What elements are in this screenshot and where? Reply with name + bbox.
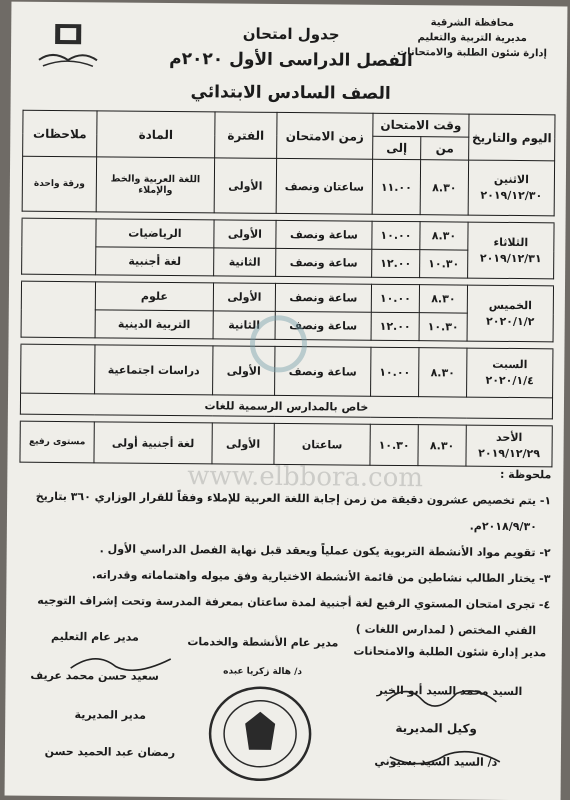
day-name: الأحد [496, 430, 523, 445]
note-cell: ورقة واحدة [22, 156, 96, 212]
signature-name: سعيد حسن محمد عريف [30, 668, 159, 683]
note-cell [21, 344, 95, 394]
exam-table [19, 110, 555, 468]
signature-title: مدير إدارة شئون الطلبة والامتحانات [353, 644, 547, 660]
official-seal-icon [205, 683, 316, 784]
from-cell: ٨.٣٠ [419, 348, 467, 397]
duration-cell: ساعة ونصف [275, 283, 371, 312]
signature-title: مدير عام الأنشطة والخدمات [187, 635, 339, 650]
day-date: ٢٠١٩/١٢/٢٩ [478, 446, 540, 461]
from-cell: ١٠.٣٠ [420, 250, 468, 278]
period-cell: الأولى [214, 220, 276, 249]
header-time: وقت الامتحان [373, 113, 469, 137]
duration-cell: ساعة ونصف [276, 248, 372, 277]
note-cell [21, 281, 95, 338]
faint-stamp-icon [248, 314, 309, 375]
day-cell [468, 222, 554, 279]
note-2: ٢- تقويم مواد الأنشطة التربوية يكون عملياً ويعقد قبل نهاية الفصل الدراسي الأول . [99, 542, 551, 560]
signature-scribble-icon [66, 650, 176, 677]
governorate-label: محافظة الشرقية [430, 17, 514, 29]
to-cell: ١٠.٠٠ [371, 347, 419, 396]
header-from: من [421, 137, 469, 160]
table-row [22, 156, 554, 216]
day-cell [466, 425, 552, 467]
header-duration: زمن الامتحان [277, 112, 373, 159]
term-title: الفصل الدراسى الأول ٢٠٢٠م [169, 48, 413, 72]
exam-schedule-sheet [5, 2, 568, 800]
grade-title: الصف السادس الابتدائي [190, 82, 391, 104]
to-cell: ١٠.٠٠ [371, 284, 419, 312]
signature-name: د/ السيد السيد بسيوني [374, 754, 498, 769]
note-3: ٣- يختار الطالب نشاطين من قائمة الأنشطة الاختيارية وفق ميوله واهتماماته وقدراته. [91, 568, 551, 586]
to-cell: ١١.٠٠ [372, 159, 420, 214]
note-4-continuation: الفني المختص ( لمدارس اللغات ) [355, 622, 537, 638]
to-cell: ١٠.٠٠ [372, 221, 420, 249]
page-title: جدول امتحان [242, 24, 340, 44]
subject-cell: اللغة العربية والخط والإملاء [96, 157, 214, 213]
day-name: الثلاثاء [493, 235, 529, 249]
signature-title: وكيل المديرية [395, 720, 477, 736]
notes-block [20, 458, 552, 645]
header-day: اليوم والتاريخ [469, 114, 555, 161]
signature-title: مدير المديرية [74, 708, 146, 722]
signature-name: د/ هالة زكريا عبده [223, 666, 303, 678]
subject-cell: علوم [95, 282, 213, 311]
period-cell: الأولى [213, 283, 275, 312]
duration-cell: ساعة ونصف [276, 220, 372, 249]
day-name: الاثنين [493, 172, 529, 187]
directorate-label: مديرية التربية والتعليم [417, 32, 527, 45]
note-1-continuation: ٢٠١٨/٩/٣٠م. [469, 519, 537, 534]
note-1: ١- يتم تخصيص عشرون دقيقة من زمن إجابة اللغة العربية للإملاء وفقاً للقرار الوزاري ٣٦٠ بتاريخ [35, 489, 552, 508]
period-cell: الثانية [213, 311, 275, 340]
from-cell: ٨.٣٠ [419, 285, 467, 313]
from-cell: ٨.٣٠ [420, 160, 468, 215]
signature-scribble-icon [381, 681, 501, 712]
day-cell [467, 348, 553, 398]
day-date: ٢٠٢٠/١/٢ [485, 314, 535, 328]
signature-name: رمضان عبد الحميد حسن [44, 744, 176, 760]
from-cell: ٨.٣٠ [418, 425, 466, 466]
ministry-logo-icon [33, 20, 103, 73]
department-label: إدارة شئون الطلبة والامتحانات [397, 46, 548, 60]
watermark: www.elbbora.com [187, 461, 424, 494]
day-date: ٢٠١٩/١٢/٣٠ [480, 188, 543, 203]
to-cell: ١٠.٣٠ [370, 424, 418, 465]
language-schools-banner: خاص بالمدارس الرسمية للغات [20, 393, 552, 419]
subject-cell: دراسات اجتماعية [95, 345, 213, 395]
signature-scribble-icon [385, 745, 505, 774]
period-cell: الأولى [212, 423, 274, 465]
header-notes: ملاحظات [23, 110, 97, 157]
day-name: الخميس [488, 298, 533, 312]
note-cell: مستوى رفيع [20, 421, 94, 463]
day-date: ٢٠١٩/١٢/٣١ [479, 251, 542, 265]
day-date: ٢٠٢٠/١/٤ [485, 373, 534, 388]
subject-cell: الرياضيات [96, 219, 214, 248]
from-cell: ٨.٣٠ [420, 222, 468, 250]
day-name: السبت [492, 357, 528, 372]
duration-cell: ساعة ونصف [275, 311, 371, 340]
period-cell: الثانية [214, 248, 276, 277]
title-block [161, 21, 422, 109]
day-cell [467, 285, 553, 342]
to-cell: ١٢.٠٠ [371, 312, 419, 340]
duration-cell: ساعة ونصف [275, 346, 371, 396]
note-cell [22, 218, 96, 275]
notes-title: ملحوظة : [499, 467, 552, 482]
signature-block [178, 635, 348, 677]
day-cell [468, 160, 554, 216]
signature-name: السيد محمد السيد أبو الخير [376, 683, 523, 699]
header-to: إلى [373, 136, 421, 159]
duration-cell: ساعتان [274, 423, 370, 465]
header-period: الفترة [215, 112, 277, 159]
signature-block [35, 708, 185, 759]
period-cell: الأولى [214, 158, 276, 214]
to-cell: ١٢.٠٠ [372, 249, 420, 277]
header-subject: المادة [97, 111, 215, 158]
period-cell: الأولى [213, 346, 275, 396]
signature-title: مدير عام التعليم [51, 629, 139, 644]
subject-cell: لغة أجنبية أولى [94, 422, 212, 464]
duration-cell: ساعتان ونصف [276, 158, 372, 214]
subject-cell: التربية الدينية [95, 310, 213, 339]
subject-cell: لغة أجنبية [96, 247, 214, 276]
from-cell: ١٠.٣٠ [419, 313, 467, 341]
note-4: ٤- تجرى امتحان المستوي الرفيع لغة أجنبية لمدة ساعتان بمعرفة المدرسة وتحت إشراف التوجيه [37, 593, 551, 612]
